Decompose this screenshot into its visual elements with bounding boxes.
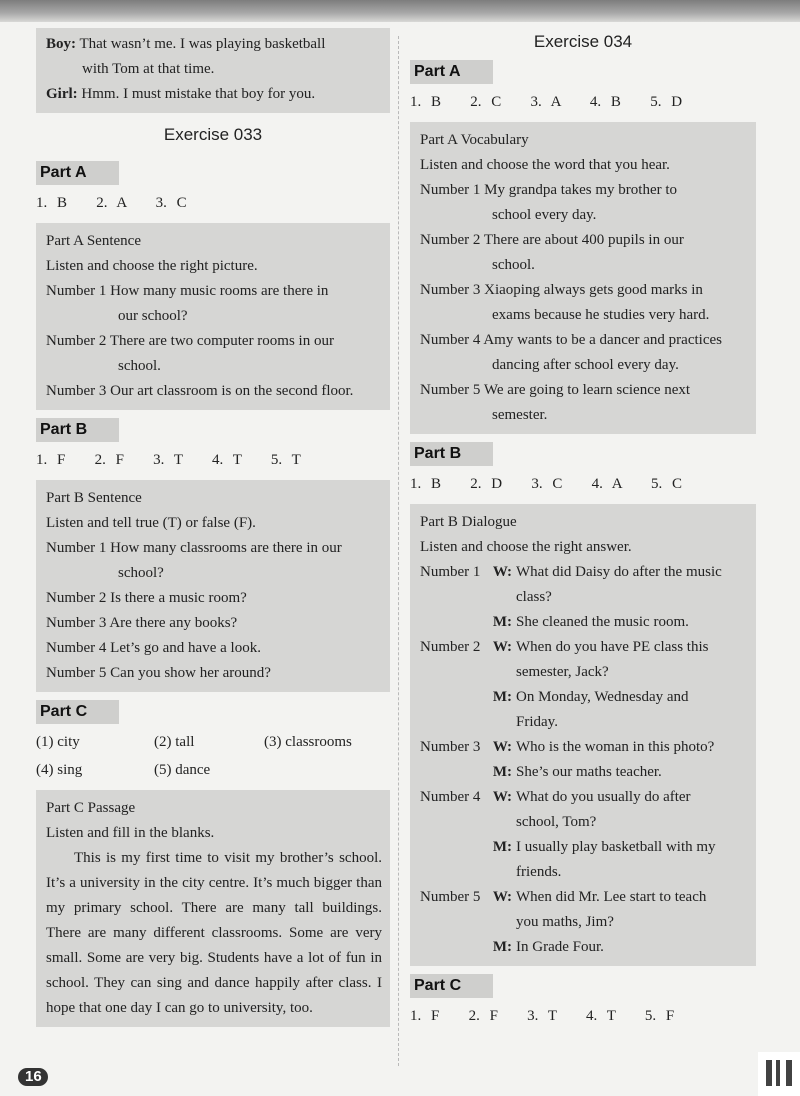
part-c-script-box [36,790,390,1027]
dialogue-number [420,685,490,710]
dialogue-text: What do you usually do after [516,789,691,805]
exercise-title: Exercise 033 [163,125,263,144]
box-instruction: Listen and choose the right picture. [46,258,258,274]
dialogue-text: On Monday, Wednesday and [516,689,689,705]
column-divider [398,36,399,1066]
dialogue-number [420,810,490,835]
script-line: Number 2 Is there a music room? [46,590,247,606]
dialogue-text: friends. [516,864,562,880]
part-b-heading: Part B [36,418,119,442]
script-line: Number 2 There are two computer rooms in our [46,333,334,349]
dialogue-speaker: M: [492,939,512,955]
dialogue-text: I usually play basketball with my [516,839,716,855]
dialogue-speaker: W: [492,789,512,805]
dialogue-number [420,910,490,935]
part-a-answers: 1. B 2. C 3. A 4. B 5. D [410,94,683,110]
box-title: Part C Passage [46,800,136,816]
part-b-heading: Part B [410,442,493,466]
script-line: Number 4 Amy wants to be a dancer and practices [420,332,722,348]
dialogue-text: semester, Jack? [516,664,609,680]
dialogue-number [420,710,490,735]
dialogue-number [420,660,490,685]
page-number: 16 [18,1066,58,1088]
answer-item: (5) dance [154,762,211,778]
dialogue-speaker: W: [492,564,512,580]
dialogue-text: Who is the woman in this photo? [516,739,715,755]
dialogue-number [420,935,490,960]
part-c-heading: Part C [36,700,119,724]
dialogue-speaker [490,860,516,885]
dialogue-line: with Tom at that time. [82,61,215,77]
box-title: Part B Dialogue [420,514,517,530]
dialogue-number [420,610,490,635]
box-instruction: Listen and fill in the blanks. [46,825,215,841]
box-title: Part A Sentence [46,233,141,249]
dialogue-number: Number 4 [420,789,481,805]
dialogue-speaker: M: [492,689,512,705]
dialogue-number: Number 5 [420,889,481,905]
dialogue-number: Number 1 [420,564,481,580]
script-line: school every day. [492,207,597,223]
script-line: Number 3 Are there any books? [46,615,238,631]
part-a-script-box [410,122,756,434]
dialogue-number: Number 2 [420,639,481,655]
dialogue-speaker: W: [492,739,512,755]
dialogue-number [420,760,490,785]
dialogue-speaker [490,810,516,835]
box-title: Part B Sentence [46,490,142,506]
left-column [36,28,390,1027]
script-line: Number 5 Can you show her around? [46,665,271,681]
dialogue-number: Number 3 [420,739,481,755]
dialogue-text: Friday. [516,714,558,730]
dialogue-number [420,835,490,860]
script-line: school. [118,358,161,374]
top-edge-band [0,0,800,22]
dialogue-grid [420,560,748,960]
dialogue-speaker: W: [492,889,512,905]
dialogue-speaker [490,910,516,935]
part-b-answers: 1. B 2. D 3. C 4. A 5. C [410,476,683,492]
dialogue-text: What did Daisy do after the music [516,564,722,580]
dialogue-text: When do you have PE class this [516,639,709,655]
dialogue-text: In Grade Four. [516,939,604,955]
dialogue-box-continued [36,28,390,113]
script-line: Number 1 My grandpa takes my brother to [420,182,678,198]
part-c-answers: 1. F 2. F 3. T 4. T 5. F [410,1008,675,1024]
script-line: exams because he studies very hard. [492,307,710,323]
script-line: Number 4 Let’s go and have a look. [46,640,261,656]
dialogue-text: She cleaned the music room. [516,614,689,630]
part-c-heading: Part C [410,974,493,998]
dialogue-speaker: W: [492,639,512,655]
dialogue-text: you maths, Jim? [516,914,614,930]
right-column [410,28,756,1036]
dialogue-number [420,585,490,610]
part-a-script-box [36,223,390,410]
dialogue-line: Boy: That wasn’t me. I was playing basketball [46,36,326,52]
answer-item: (4) sing [36,762,83,778]
script-line: Number 3 Our art classroom is on the second floor. [46,383,354,399]
answer-item: (1) city [36,734,80,750]
dialogue-text: When did Mr. Lee start to teach [516,889,707,905]
part-a-answers: 1. B 2. A 3. C [36,195,187,211]
exercise-title: Exercise 034 [533,32,633,51]
script-line: our school? [118,308,188,324]
dialogue-speaker [490,660,516,685]
dialogue-speaker: M: [492,764,512,780]
part-c-answers [36,728,390,784]
script-line: Number 1 How many music rooms are there in [46,283,329,299]
box-title: Part A Vocabulary [420,132,529,148]
dialogue-text: She’s our maths teacher. [516,764,662,780]
script-line: Number 3 Xiaoping always gets good marks in [420,282,703,298]
dialogue-number [420,860,490,885]
part-a-heading: Part A [36,161,119,185]
part-a-heading: Part A [410,60,493,84]
dialogue-speaker: M: [492,839,512,855]
dialogue-speaker: M: [492,614,512,630]
box-instruction: Listen and choose the right answer. [420,539,632,555]
script-line: dancing after school every day. [492,357,679,373]
script-line: Number 1 How many classrooms are there in our [46,540,342,556]
dialogue-text: school, Tom? [516,814,597,830]
dialogue-speaker [490,710,516,735]
script-line: Number 5 We are going to learn science next [420,382,691,398]
answer-item: (3) classrooms [264,734,352,750]
answer-item: (2) tall [154,734,195,750]
qr-code-icon [758,1052,800,1096]
part-b-script-box [410,504,756,966]
box-instruction: Listen and tell true (T) or false (F). [46,515,256,531]
passage-text: This is my first time to visit my brother’s school. It’s a university in the city centre. It’s much bigger than my primary school. There are many tall buildings. There are many different classrooms. Some are very small. Some are very big. Students have a lot of fun in school. They can sing and dance happily after class. I hope that one day I can go to university, too. [46,850,382,1016]
dialogue-speaker [490,585,516,610]
dialogue-line: Girl: Hmm. I must mistake that boy for you. [46,86,316,102]
script-line: Number 2 There are about 400 pupils in our [420,232,684,248]
script-line: school? [118,565,164,581]
part-b-script-box [36,480,390,692]
script-line: school. [492,257,535,273]
script-line: semester. [492,407,548,423]
part-b-answers: 1. F 2. F 3. T 4. T 5. T [36,452,301,468]
dialogue-text: class? [516,589,552,605]
box-instruction: Listen and choose the word that you hear. [420,157,670,173]
